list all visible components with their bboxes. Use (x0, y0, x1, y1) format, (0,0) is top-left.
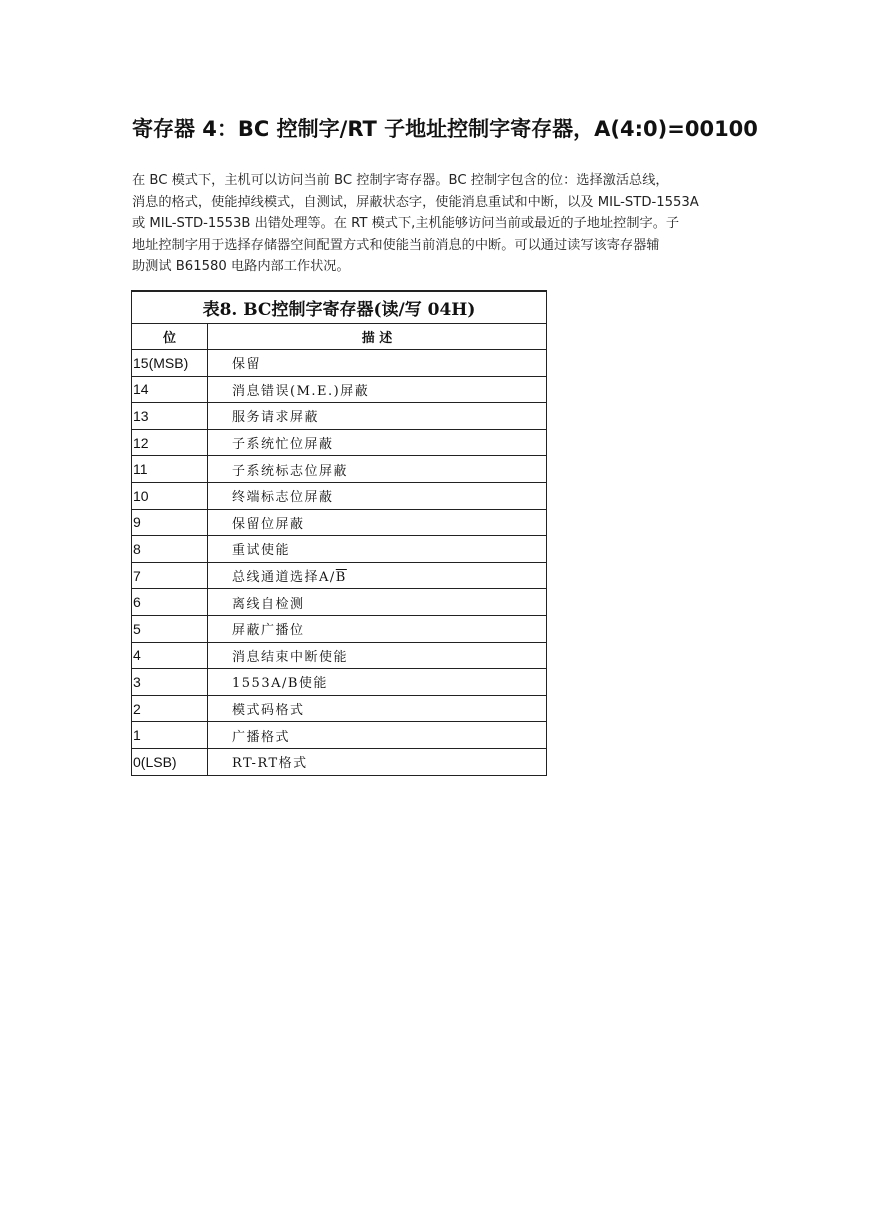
description-cell: 终端标志位屏蔽 (208, 482, 547, 509)
description-cell: 屏蔽广播位 (208, 615, 547, 642)
table-row (132, 376, 547, 403)
bit-cell: 3 (132, 669, 208, 696)
table-row (132, 615, 547, 642)
bit-cell: 0(LSB) (132, 748, 208, 775)
paragraph-line: 或 MIL-STD-1553B 出错处理等。在 RT 模式下,主机能够访问当前或最近的子地址控制字。子 (132, 216, 680, 231)
table-row (132, 456, 547, 483)
description-cell: 消息错误(M.E.)屏蔽 (208, 376, 547, 403)
table-row (132, 562, 547, 589)
paragraph-line: 助测试 B61580 电路内部工作状况。 (132, 259, 350, 274)
table-row (132, 669, 547, 696)
description-cell: 广播格式 (208, 722, 547, 749)
bit-cell: 14 (132, 376, 208, 403)
bit-cell: 2 (132, 695, 208, 722)
description-cell: 模式码格式 (208, 695, 547, 722)
header-description: 描 述 (208, 324, 547, 350)
bit-cell: 15(MSB) (132, 350, 208, 377)
table-header-row (132, 324, 547, 350)
table-row (132, 589, 547, 616)
description-cell: 子系统标志位屏蔽 (208, 456, 547, 483)
bit-cell: 11 (132, 456, 208, 483)
description-text: 总线通道选择A/ (232, 570, 336, 586)
paragraph-line: 在 BC 模式下，主机可以访问当前 BC 控制字寄存器。BC 控制字包含的位：选择激活总线， (132, 173, 669, 188)
description-cell (208, 562, 547, 589)
table-row (132, 722, 547, 749)
table-row (132, 350, 547, 377)
register-table-container (131, 290, 547, 776)
description-cell: 保留 (208, 350, 547, 377)
register-table (131, 290, 547, 776)
bit-cell: 7 (132, 562, 208, 589)
table-caption-row (132, 291, 547, 324)
description-cell: 保留位屏蔽 (208, 509, 547, 536)
bit-cell: 6 (132, 589, 208, 616)
bit-cell: 8 (132, 536, 208, 563)
paragraph-line: 地址控制字用于选择存储器空间配置方式和使能当前消息的中断。可以通过读写该寄存器辅 (132, 237, 660, 253)
bit-cell: 12 (132, 429, 208, 456)
table-row (132, 642, 547, 669)
table-row (132, 403, 547, 430)
description-cell: 离线自检测 (208, 589, 547, 616)
description-cell: 子系统忙位屏蔽 (208, 429, 547, 456)
bit-cell: 10 (132, 482, 208, 509)
paragraph-line: 消息的格式，使能掉线模式，自测试，屏蔽状态字，使能消息重试和中断，以及 MIL-STD-1553A (132, 194, 699, 210)
table-row (132, 509, 547, 536)
description-cell: 重试使能 (208, 536, 547, 563)
table-row (132, 429, 547, 456)
table-row (132, 536, 547, 563)
bit-cell: 13 (132, 403, 208, 430)
description-cell: 消息结束中断使能 (208, 642, 547, 669)
bit-cell: 9 (132, 509, 208, 536)
table-row (132, 482, 547, 509)
header-bit: 位 (132, 324, 208, 350)
section-heading: 寄存器 4：BC 控制字/RT 子地址控制字寄存器，A(4:0)=00100 (132, 117, 758, 141)
table-row (132, 748, 547, 775)
description-paragraph (132, 170, 744, 278)
description-cell: 服务请求屏蔽 (208, 403, 547, 430)
overline-bus-b: $\overline{B}$ (335, 570, 347, 586)
description-cell: RT-RT格式 (208, 748, 547, 775)
table-row (132, 695, 547, 722)
description-cell: 1553A/B使能 (208, 669, 547, 696)
bit-cell: 4 (132, 642, 208, 669)
bit-cell: 1 (132, 722, 208, 749)
bit-cell: 5 (132, 615, 208, 642)
table-caption: 表8. BC控制字寄存器(读/写 04H) (132, 291, 547, 324)
